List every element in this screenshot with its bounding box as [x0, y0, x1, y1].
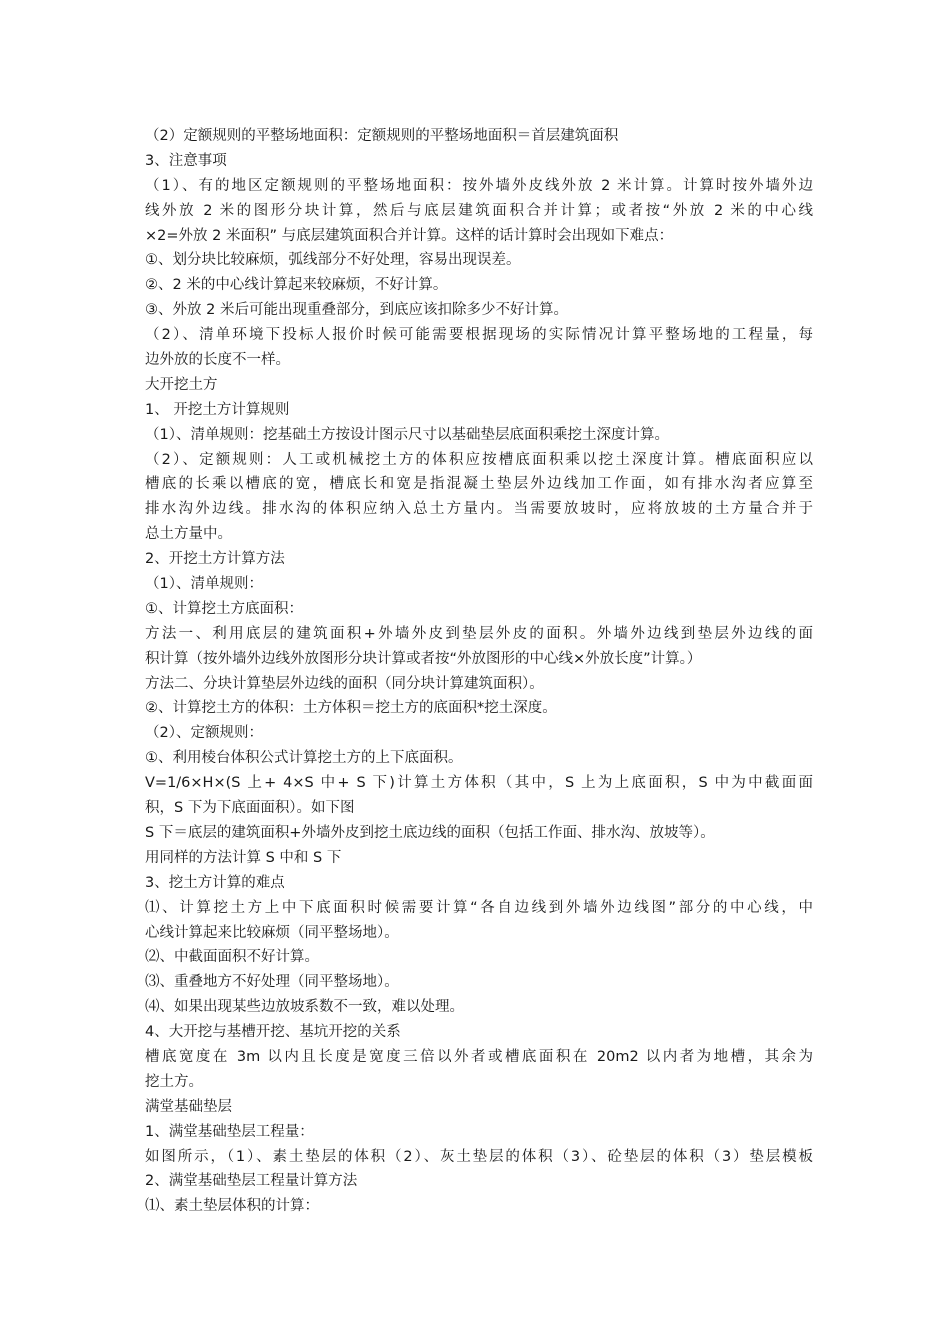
text-line: 4、大开挖与基槽开挖、基坑开挖的关系	[145, 1024, 401, 1041]
text-line: 总土方量中。	[145, 526, 232, 543]
text-line: ⑴、素土垫层体积的计算：	[145, 1198, 319, 1215]
text-line: ①、划分块比较麻烦，弧线部分不好处理，容易出现误差。	[145, 252, 521, 269]
text-line: 边外放的长度不一样。	[145, 352, 290, 369]
text-line: V=1/6×H×(S 上+ 4×S 中+ S 下)计算土方体积（其中，S 上为上底面积，S 中为中截面面	[145, 775, 813, 792]
text-line: ⑴、计算挖土方上中下底面积时候需要计算“各自边线到外墙外边线图”部分的中心线，中	[145, 899, 813, 916]
text-line: 3、挖土方计算的难点	[145, 874, 285, 891]
text-line: 1、满堂基础垫层工程量：	[145, 1123, 314, 1140]
text-line: 槽底宽度在 3m 以内且长度是宽度三倍以外者或槽底面积在 20m2 以内者为地槽，其余为	[145, 1048, 813, 1065]
text-line: 积计算（按外墙外边线外放图形分块计算或者按“外放图形的中心线×外放长度”计算。）	[145, 650, 702, 667]
text-line: S 下＝底层的建筑面积+外墙外皮到挖土底边线的面积（包括工作面、排水沟、放坡等）。	[145, 824, 715, 841]
text-line: （1）、清单规则：挖基础土方按设计图示尺寸以基础垫层底面积乘挖土深度计算。	[145, 426, 669, 443]
text-line: ⑶、重叠地方不好处理（同平整场地）。	[145, 974, 399, 991]
text-line: 排水沟外边线。排水沟的体积应纳入总土方量内。当需要放坡时，应将放坡的土方量合并于	[145, 501, 813, 518]
text-line: 心线计算起来比较麻烦（同平整场地）。	[145, 924, 399, 941]
text-line: （1）、清单规则：	[145, 576, 263, 593]
text-line: 满堂基础垫层	[145, 1098, 232, 1115]
text-line: ③、外放 2 米后可能出现重叠部分，到底应该扣除多少不好计算。	[145, 302, 568, 319]
text-line: 槽底的长乘以槽底的宽，槽底长和宽是指混凝土垫层外边线加工作面，如有排水沟者应算至	[145, 476, 813, 493]
document-page	[145, 124, 813, 1219]
text-line: ①、计算挖土方底面积：	[145, 600, 303, 617]
text-line: 大开挖土方	[145, 376, 218, 393]
text-line: ②、计算挖土方的体积：土方体积＝挖土方的底面积*挖土深度。	[145, 700, 557, 717]
text-line: （1）、有的地区定额规则的平整场地面积：按外墙外皮线外放 2 米计算。计算时按外墙外边	[145, 177, 813, 194]
text-line: ①、利用棱台体积公式计算挖土方的上下底面积。	[145, 750, 463, 767]
text-line: ⑵、中截面面积不好计算。	[145, 949, 319, 966]
text-line: （2）、清单环境下投标人报价时候可能需要根据现场的实际情况计算平整场地的工程量，每	[145, 327, 813, 344]
text-line: ⑷、如果出现某些边放坡系数不一致，难以处理。	[145, 999, 464, 1016]
text-line: 挖土方。	[145, 1073, 203, 1090]
text-line: （2）、定额规则：人工或机械挖土方的体积应按槽底面积乘以挖土深度计算。槽底面积应以	[145, 451, 813, 468]
text-line: 1、 开挖土方计算规则	[145, 401, 290, 418]
text-line: 2、满堂基础垫层工程量计算方法	[145, 1173, 358, 1190]
text-line: 2、开挖土方计算方法	[145, 551, 285, 568]
text-line: （2）定额规则的平整场地面积：定额规则的平整场地面积＝首层建筑面积	[145, 128, 619, 144]
text-line: 积，S 下为下底面面积）。如下图	[145, 800, 355, 817]
text-line: ×2=外放 2 米面积” 与底层建筑面积合并计算。这样的话计算时会出现如下难点：	[145, 227, 674, 244]
text-line: ②、2 米的中心线计算起来较麻烦，不好计算。	[145, 277, 448, 294]
text-line: （2）、定额规则：	[145, 725, 263, 742]
text-line: 方法一、利用底层的建筑面积+外墙外皮到垫层外皮的面积。外墙外边线到垫层外边线的面	[145, 625, 813, 642]
text-line: 用同样的方法计算 S 中和 S 下	[145, 849, 342, 866]
text-line: 如图所示，（1）、素土垫层的体积（2）、灰土垫层的体积（3）、砼垫层的体积（3）垫层模板	[145, 1148, 813, 1165]
text-line: 方法二、分块计算垫层外边线的面积（同分块计算建筑面积）。	[145, 675, 544, 692]
text-line: 3、注意事项	[145, 152, 227, 169]
text-line: 线外放 2 米的图形分块计算，然后与底层建筑面积合并计算；或者按“外放 2 米的中心线	[145, 202, 813, 219]
